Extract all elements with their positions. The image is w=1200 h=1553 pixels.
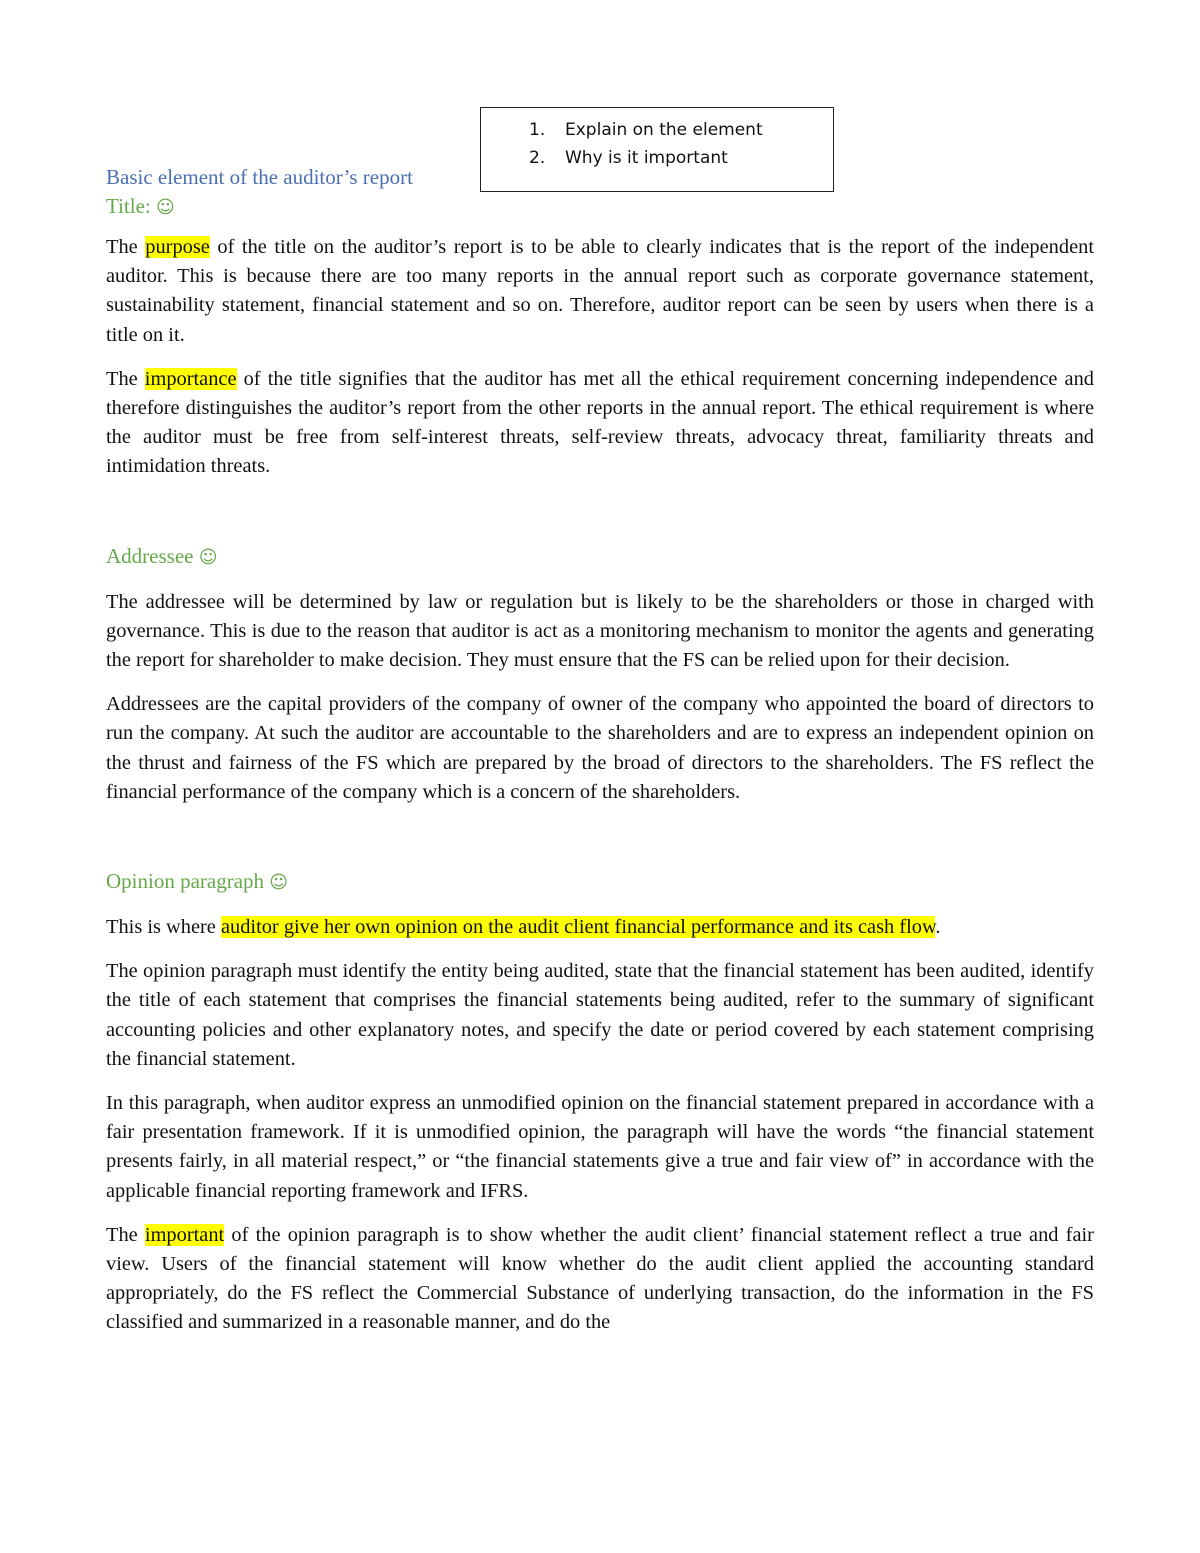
note-item-number: 2.	[529, 148, 546, 168]
paragraph-title-purpose: The purpose of the title on the auditor’s report is to be able to clearly indicates that is the report of the independent auditor. This is because there are too many reports in the annual report such as corporate governance statement, sustainability statement, financial statement and so on. Therefore, auditor report can be seen by users when there is a title on it.	[106, 236, 1094, 346]
note-item-text: Why is it important	[565, 148, 728, 168]
note-item-text: Explain on the element	[565, 120, 763, 140]
title-heading	[106, 192, 1094, 222]
highlight-important: important	[144, 1223, 225, 1246]
main-heading: Basic element of the auditor’s report	[106, 165, 413, 189]
highlight-purpose: purpose	[145, 236, 210, 258]
highlight-opinion: auditor give her own opinion on the audit client financial performance and its cash flow	[220, 916, 936, 939]
paragraph-addressee-1: The addressee will be determined by law or regulation but is likely to be the shareholders or those in charged with governance. This is due to the reason that auditor is act as a monitoring mechanism to monitor the agents and generating the report for shareholder to make decision. They must ensure that the FS can be relied upon for their decision.	[106, 590, 1094, 672]
paragraph-opinion-2: The opinion paragraph must identify the entity being audited, state that the financial statement has been audited, identify the title of each statement that comprises the financial statements being audited, refer to the summary of significant accounting policies and other explanatory notes, and specify the date or period covered by each statement comprising the financial statement.	[106, 960, 1094, 1070]
opinion-heading	[106, 867, 1094, 897]
highlight-importance: importance	[144, 367, 237, 390]
paragraph-opinion-4: The important of the opinion paragraph is to show whether the audit client’ financial statement reflect a true and fair view. Users of the financial statement will know whether do the audit client applied the accounting standard appropriately, do the FS reflect the Commercial Substance of underlying transaction, do the information in the FS classified and summarized in a reasonable manner, and do the	[106, 1223, 1094, 1334]
paragraph-opinion-3: In this paragraph, when auditor express an unmodified opinion on the financial statement prepared in accordance with a fair presentation framework. If it is unmodified opinion, the paragraph will have the words “the financial statement presents fairly, in all material respect,” or “the financial statements give a true and fair view of” in accordance with the applicable financial reporting framework and IFRS.	[106, 1092, 1094, 1202]
smiley-icon: ☺	[269, 872, 289, 894]
opinion-heading-text: Opinion paragraph	[106, 869, 265, 894]
paragraph-addressee-2: Addressees are the capital providers of the company of owner of the company who appointed the board of directors to run the company. At such the auditor are accountable to the shareholders and are to express an independent opinion on the thrust and fairness of the FS which are prepared by the broad of directors to the shareholders. The FS reflect the financial performance of the company which is a concern of the shareholders.	[106, 693, 1094, 803]
addressee-heading-text: Addressee	[106, 543, 194, 568]
document-body	[106, 163, 1094, 1338]
paragraph-title-importance: The importance of the title signifies that the auditor has met all the ethical requirement concerning independence and therefore distinguishes the auditor’s report from the other reports in the annual report. The ethical requirement is where the auditor must be free from self-interest threats, self-review threats, advocacy threat, familiarity threats and intimidation threats.	[106, 367, 1094, 478]
paragraph-opinion-1: This is where auditor give her own opinion on the audit client financial performance and its cash flow.	[106, 916, 941, 939]
title-heading-text: Title:	[106, 194, 151, 218]
addressee-heading	[106, 542, 1094, 572]
smiley-icon: ☺	[156, 197, 175, 218]
note-item-number: 1.	[529, 120, 546, 140]
smiley-icon: ☺	[198, 546, 218, 568]
